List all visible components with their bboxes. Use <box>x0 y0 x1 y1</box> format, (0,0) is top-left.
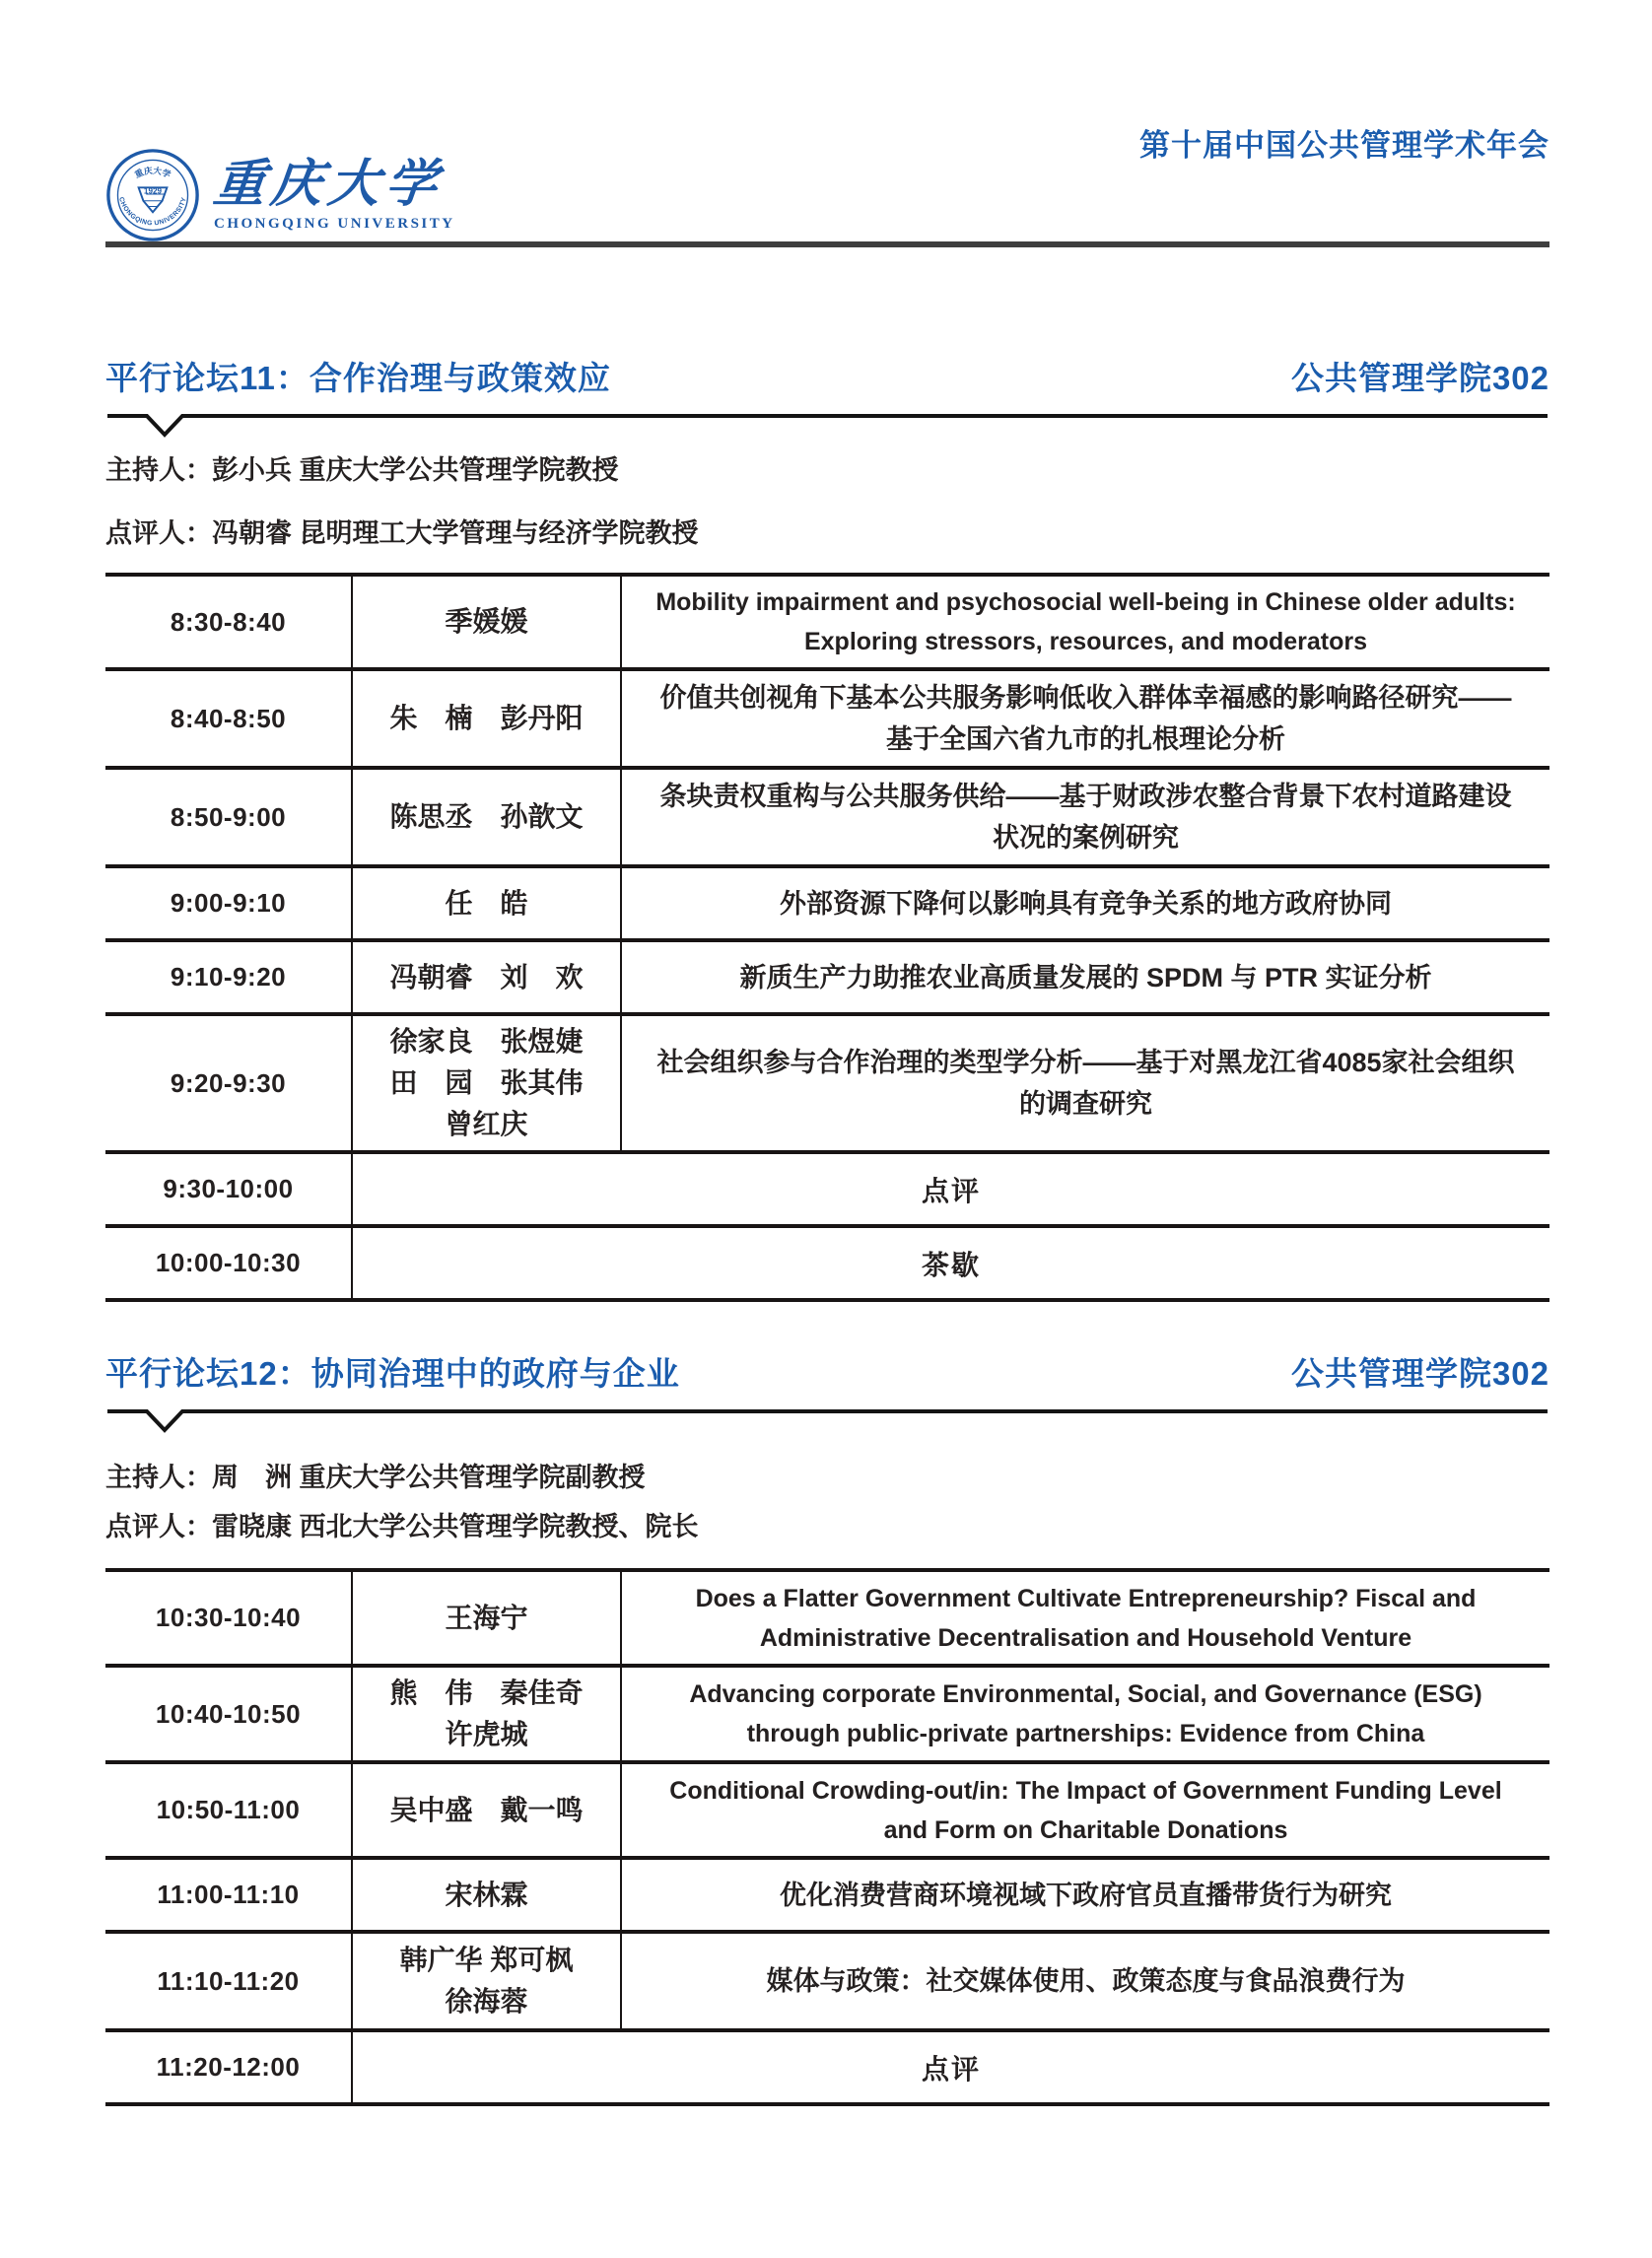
table-row <box>105 1570 1549 1666</box>
session-label: 茶歇 <box>921 1249 981 1280</box>
presenter-name: 徐家良 张煜婕 <box>389 1026 584 1057</box>
paper-title-cell: 媒体与政策：社交媒体使用、政策态度与食品浪费行为 <box>766 1966 1406 1996</box>
university-seal-icon <box>105 148 200 242</box>
time-cell: 11:00-11:10 <box>105 1858 352 1932</box>
session-label: 点评 <box>921 1175 981 1206</box>
university-logo <box>105 148 455 242</box>
presenter-name: 曾红庆 <box>445 1109 528 1139</box>
presenter-name: 陈思丞 孙歆文 <box>389 801 584 832</box>
forum-11-reviewer: 点评人：冯朝睿 昆明理工大学管理与经济学院教授 <box>105 518 699 548</box>
presenter-cell <box>352 1570 621 1666</box>
forum-12-room: 公共管理学院302 <box>1290 1355 1549 1392</box>
presenter-cell <box>352 1014 621 1152</box>
time-cell: 10:30-10:40 <box>105 1570 352 1666</box>
presenter-cell <box>352 768 621 866</box>
time-cell: 11:20-12:00 <box>105 2030 352 2104</box>
table-row <box>105 1152 1549 1226</box>
seal-year: 1929 <box>143 186 163 196</box>
time-cell: 8:50-9:00 <box>105 768 352 866</box>
paper-title-cell: Mobility impairment and psychosocial well-being in Chinese older adults: Exploring stressors, resources, and moderators <box>655 588 1516 655</box>
forum-12-reviewer: 点评人：雷晓康 西北大学公共管理学院教授、院长 <box>105 1512 699 1541</box>
seal-ring-text: CHONGQING UNIVERSITY <box>117 196 188 228</box>
table-row <box>105 1762 1549 1858</box>
presenter-name: 吴中盛 戴一鸣 <box>389 1794 584 1825</box>
paper-title-cell: 新质生产力助推农业高质量发展的 SPDM 与 PTR 实证分析 <box>739 962 1432 992</box>
university-logotype <box>210 148 455 233</box>
time-cell: 9:00-9:10 <box>105 866 352 940</box>
seal-top-text: 重庆大学 <box>133 165 172 180</box>
time-cell: 9:30-10:00 <box>105 1152 352 1226</box>
presenter-cell <box>352 866 621 940</box>
time-cell: 9:10-9:20 <box>105 940 352 1014</box>
forum-11-heading <box>105 358 1549 399</box>
table-row <box>105 1932 1549 2030</box>
svg-text:重庆大学 <box>133 165 173 180</box>
time-cell: 10:50-11:00 <box>105 1762 352 1858</box>
time-cell: 8:30-8:40 <box>105 575 352 669</box>
table-row <box>105 1858 1549 1932</box>
presenter-cell <box>352 1666 621 1762</box>
table-row <box>105 2030 1549 2104</box>
university-logotype-cn: 重庆大学 <box>210 154 447 214</box>
forum-12-title: 平行论坛12：协同治理中的政府与企业 <box>105 1355 680 1392</box>
forum-section-12 <box>105 1353 1549 2106</box>
presenter-name: 朱 楠 彭丹阳 <box>389 703 584 733</box>
presenter-name: 许虎城 <box>445 1719 528 1749</box>
table-row <box>105 1226 1549 1300</box>
table-row <box>105 669 1549 768</box>
forum-12-schedule-table <box>105 1568 1549 2106</box>
presenter-cell <box>352 575 621 669</box>
presenter-name: 王海宁 <box>445 1602 528 1633</box>
table-row <box>105 768 1549 866</box>
paper-title-cell: 优化消费营商环境视域下政府官员直播带货行为研究 <box>780 1880 1392 1910</box>
time-cell: 8:40-8:50 <box>105 669 352 768</box>
presenter-cell <box>352 940 621 1014</box>
presenter-name: 冯朝睿 刘 欢 <box>389 961 584 992</box>
university-logotype-en: CHONGQING UNIVERSITY <box>214 216 455 232</box>
table-row <box>105 940 1549 1014</box>
section-underline-icon <box>105 411 1549 439</box>
presenter-name: 徐海蓉 <box>445 1986 528 2017</box>
table-row <box>105 1666 1549 1762</box>
presenter-cell <box>352 1858 621 1932</box>
presenter-name: 宋林霖 <box>445 1879 528 1910</box>
presenter-name: 任 皓 <box>445 887 528 919</box>
presenter-name: 熊 伟 秦佳奇 <box>389 1677 584 1708</box>
paper-title-cell: Advancing corporate Environmental, Social, and Governance (ESG) through public-private partnerships: Evidence from China <box>689 1680 1482 1747</box>
presenter-name: 田 园 张其伟 <box>389 1067 584 1098</box>
presenter-name: 季媛媛 <box>445 606 528 637</box>
section-underline-icon <box>105 1406 1549 1434</box>
forum-section-11 <box>105 358 1549 1302</box>
paper-title-cell: 外部资源下降何以影响具有竞争关系的地方政府协同 <box>780 888 1392 919</box>
table-row <box>105 866 1549 940</box>
forum-11-room: 公共管理学院302 <box>1290 360 1549 396</box>
time-cell: 11:10-11:20 <box>105 1932 352 2030</box>
paper-title-cell: 价值共创视角下基本公共服务影响低收入群体幸福感的影响路径研究——基于全国六省九市的扎根理论分析 <box>659 683 1512 754</box>
paper-title-cell: Does a Flatter Government Cultivate Entrepreneurship? Fiscal and Administrative Decentralisation and Household Venture <box>695 1584 1477 1652</box>
time-cell: 9:20-9:30 <box>105 1014 352 1152</box>
presenter-cell <box>352 669 621 768</box>
time-cell: 10:40-10:50 <box>105 1666 352 1762</box>
presenter-cell <box>352 1932 621 2030</box>
presenter-cell <box>352 1762 621 1858</box>
forum-12-host: 主持人：周 洲 重庆大学公共管理学院副教授 <box>105 1463 646 1492</box>
time-cell: 10:00-10:30 <box>105 1226 352 1300</box>
page-header <box>105 0 1549 241</box>
forum-11-schedule-table <box>105 573 1549 1302</box>
paper-title-cell: 条块责权重构与公共服务供给——基于财政涉农整合背景下农村道路建设状况的案例研究 <box>659 782 1512 853</box>
conference-title: 第十届中国公共管理学术年会 <box>1139 128 1549 163</box>
table-row <box>105 575 1549 669</box>
forum-12-heading <box>105 1353 1549 1395</box>
paper-title-cell: 社会组织参与合作治理的类型学分析——基于对黑龙江省4085家社会组织的调查研究 <box>656 1048 1515 1119</box>
forum-11-host: 主持人：彭小兵 重庆大学公共管理学院教授 <box>105 455 619 485</box>
paper-title-cell: Conditional Crowding-out/in: The Impact of Government Funding Level and Form on Charitable Donations <box>669 1776 1502 1844</box>
session-label: 点评 <box>921 2053 981 2085</box>
presenter-name: 韩广华 郑可枫 <box>399 1945 574 1975</box>
forum-11-title: 平行论坛11：合作治理与政策效应 <box>105 360 611 396</box>
table-row <box>105 1014 1549 1152</box>
